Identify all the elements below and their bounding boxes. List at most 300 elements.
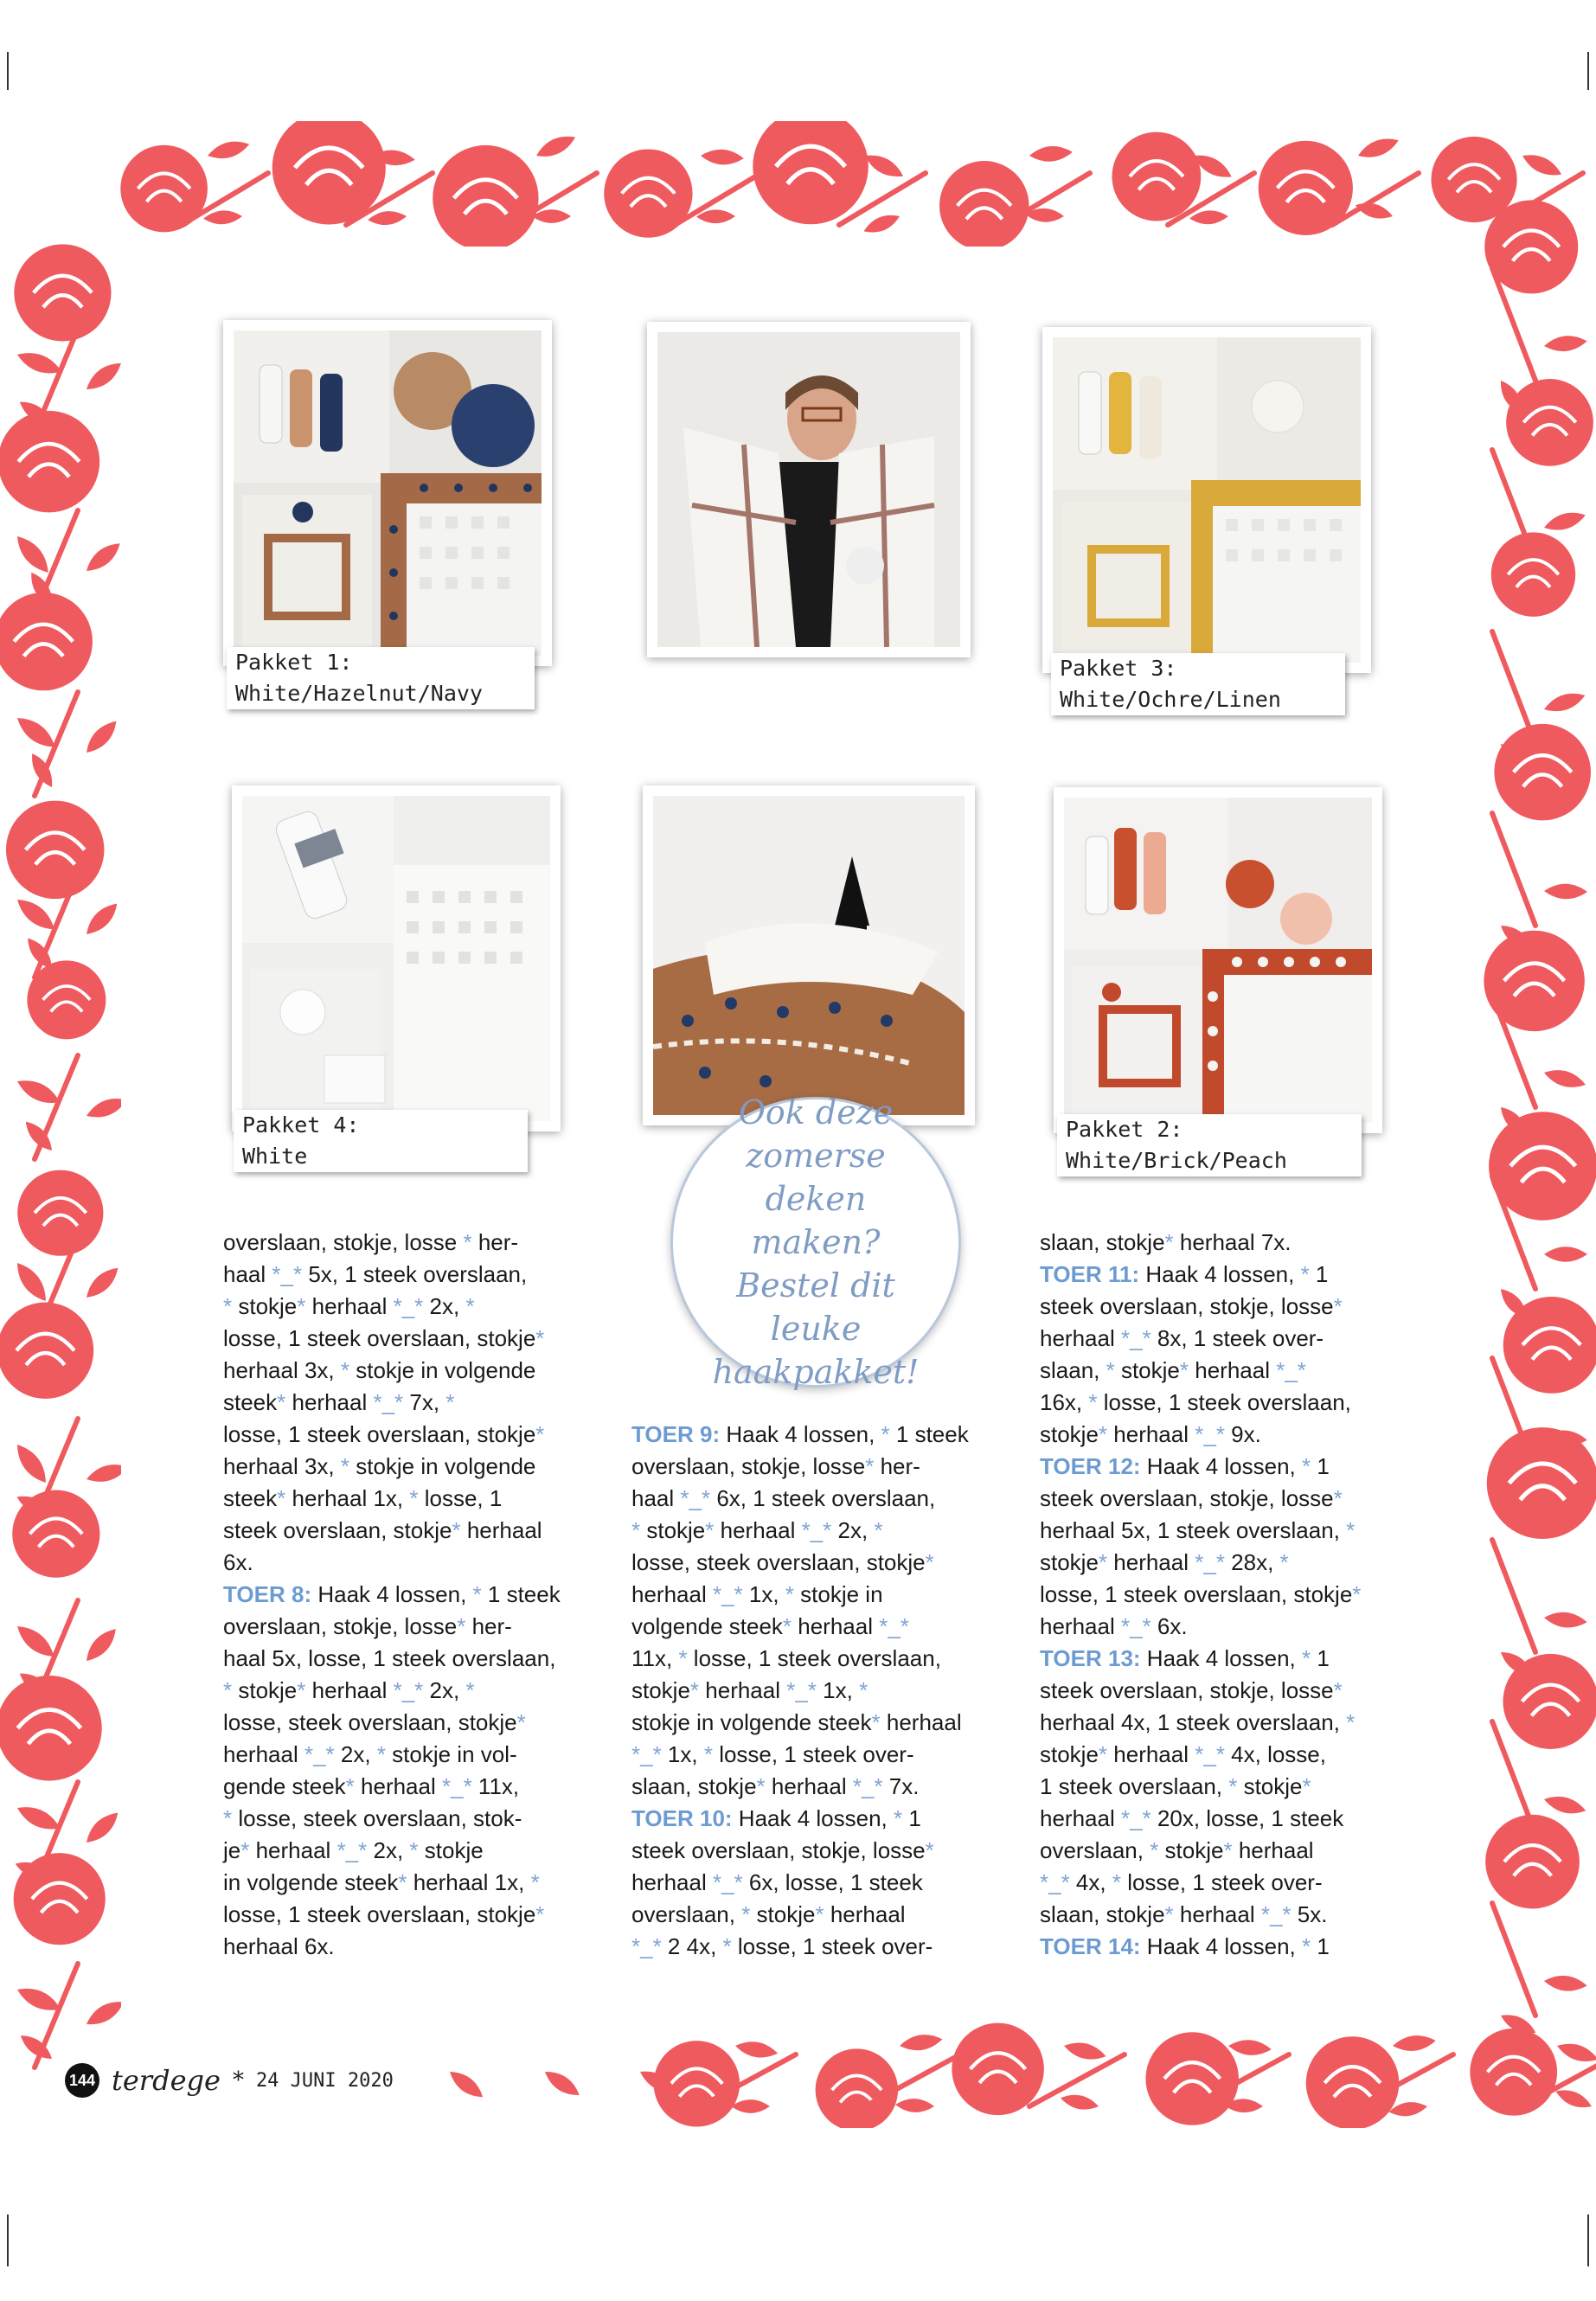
instruction-text: losse, 1 steek overslaan,	[1097, 1389, 1351, 1415]
instruction-line	[1040, 1803, 1420, 1835]
instruction-text: stokje in volgende steek	[631, 1709, 872, 1735]
instruction-text: herhaal	[1232, 1837, 1314, 1863]
repeat-marker-icon: *_*	[304, 1741, 335, 1767]
instruction-text: herhaal	[1040, 1613, 1121, 1639]
leaf-icon	[696, 209, 735, 223]
vine-stem	[35, 1055, 78, 1159]
instruction-line	[223, 1771, 604, 1803]
instruction-text: herhaal 3x,	[223, 1357, 341, 1383]
instructions-column-left	[223, 1227, 604, 1963]
instruction-line	[1040, 1867, 1420, 1899]
instruction-line	[223, 1835, 604, 1867]
repeat-marker-icon: *	[340, 1453, 349, 1479]
instruction-text: herhaal 7x.	[1173, 1229, 1292, 1255]
repeat-marker-icon: *	[756, 1773, 766, 1799]
repeat-marker-icon: *	[925, 1837, 934, 1863]
instruction-text: stokje	[232, 1677, 298, 1703]
instruction-line	[223, 1547, 604, 1579]
instruction-text: 2 4x,	[661, 1933, 723, 1959]
instruction-text: 6x.	[1151, 1613, 1188, 1639]
rose-flower-icon	[0, 411, 99, 512]
leaf-icon	[17, 1807, 61, 1829]
repeat-marker-icon: *	[340, 1357, 349, 1383]
rose-flower-icon	[6, 801, 104, 899]
repeat-marker-icon: *	[1223, 1837, 1233, 1863]
issue-date: 24 JUNI 2020	[255, 2069, 394, 2092]
pakket-4-title: Pakket 4:	[242, 1112, 360, 1138]
instruction-text: herhaal	[1189, 1357, 1277, 1383]
leaf-icon	[208, 142, 249, 158]
instruction-text: stokje	[232, 1293, 298, 1319]
instruction-text: herhaal	[305, 1677, 394, 1703]
leaf-icon	[900, 2035, 942, 2050]
instruction-text: 11x,	[471, 1773, 520, 1799]
repeat-marker-icon: *	[1088, 1389, 1098, 1415]
rose-flower-icon	[816, 2048, 898, 2128]
pakket-2-colors: White/Brick/Peach	[1066, 1148, 1287, 1173]
rose-flower-icon	[0, 1676, 102, 1781]
rose-flower-icon	[1491, 532, 1575, 616]
leaf-icon	[1029, 146, 1073, 162]
instruction-text: stokje	[1158, 1837, 1224, 1863]
instruction-text: Haak 4 lossen,	[1140, 1453, 1302, 1479]
round-heading: TOER 8:	[223, 1581, 312, 1607]
repeat-marker-icon: *	[1098, 1421, 1108, 1447]
instruction-text: losse, steek overslaan, stok-	[232, 1805, 522, 1831]
instruction-text: Haak 4 lossen,	[720, 1421, 881, 1447]
instruction-line	[1040, 1899, 1420, 1931]
repeat-marker-icon: *	[409, 1837, 419, 1863]
instruction-line	[223, 1355, 604, 1387]
instruction-text: stokje	[631, 1677, 690, 1703]
instruction-line	[223, 1931, 604, 1963]
instruction-line	[1040, 1579, 1420, 1611]
leaf-icon	[87, 543, 120, 571]
instruction-line	[631, 1803, 1012, 1835]
instructions-column-right	[1040, 1227, 1420, 1963]
instruction-text: gende steek	[223, 1773, 346, 1799]
instruction-text: 1 steek overslaan,	[1040, 1773, 1229, 1799]
instruction-text: herhaal 3x,	[223, 1453, 341, 1479]
instruction-text: overslaan,	[631, 1901, 742, 1927]
leaf-icon	[1544, 694, 1585, 711]
leaf-icon	[1061, 2095, 1099, 2110]
instruction-text: 6x, losse, 1 steek	[742, 1869, 923, 1895]
leaf-icon	[368, 211, 407, 225]
instruction-text: 28x,	[1224, 1549, 1280, 1575]
instruction-text: steek overslaan, stokje, losse	[631, 1837, 926, 1863]
instruction-line	[223, 1451, 604, 1483]
repeat-marker-icon: *	[894, 1805, 903, 1831]
instruction-line	[223, 1675, 604, 1707]
instruction-text: 1	[1311, 1933, 1330, 1959]
instruction-text: slaan, stokje	[1040, 1229, 1165, 1255]
repeat-marker-icon: *	[1302, 1933, 1311, 1959]
instruction-line	[1040, 1931, 1420, 1963]
instruction-text: Haak 4 lossen,	[1140, 1933, 1302, 1959]
rose-flower-icon	[27, 960, 106, 1039]
photo-pakket-4	[232, 785, 561, 1131]
repeat-marker-icon: *_*	[1195, 1421, 1225, 1447]
instruction-text: stokje in volgende	[349, 1453, 536, 1479]
instruction-text: steek overslaan, stokje, losse	[1040, 1677, 1334, 1703]
instruction-text: volgende steek	[631, 1613, 783, 1639]
repeat-marker-icon: *	[463, 1229, 472, 1255]
instruction-text: Haak 4 lossen,	[1140, 1645, 1302, 1671]
repeat-marker-icon: *	[223, 1805, 233, 1831]
instruction-text: her-	[874, 1453, 920, 1479]
instruction-text: losse, 1 steek over-	[712, 1741, 914, 1767]
leaf-icon	[17, 536, 48, 573]
repeat-marker-icon: *	[409, 1485, 419, 1511]
photo-pakket-3	[1042, 327, 1371, 673]
leaf-icon	[17, 1626, 54, 1657]
instruction-line	[1040, 1771, 1420, 1803]
instruction-text: herhaal	[460, 1517, 542, 1543]
repeat-marker-icon: *	[465, 1677, 475, 1703]
repeat-marker-icon: *_*	[712, 1869, 743, 1895]
instruction-line	[631, 1611, 1012, 1643]
instruction-text: haal 5x, losse, 1 steek overslaan,	[223, 1645, 556, 1671]
repeat-marker-icon: *	[457, 1613, 466, 1639]
leaf-icon	[87, 1268, 118, 1298]
repeat-marker-icon: *	[865, 1453, 875, 1479]
instruction-line	[1040, 1515, 1420, 1547]
round-heading: TOER 14:	[1040, 1933, 1141, 1959]
instruction-line	[1040, 1643, 1420, 1675]
yarn-photo-ochre-linen	[1053, 337, 1361, 663]
repeat-marker-icon: *	[705, 1517, 715, 1543]
repeat-marker-icon: *_*	[393, 1293, 424, 1319]
repeat-marker-icon: *	[815, 1901, 824, 1927]
instruction-text: 2x,	[334, 1741, 377, 1767]
instruction-text: losse, 1 steek overslaan,	[687, 1645, 941, 1671]
instruction-line	[631, 1643, 1012, 1675]
leaf-icon	[87, 904, 117, 934]
leaf-icon	[87, 2002, 124, 2024]
repeat-marker-icon: *	[859, 1677, 869, 1703]
rose-flower-icon	[1503, 1654, 1596, 1749]
repeat-marker-icon: *_*	[1195, 1549, 1225, 1575]
repeat-marker-icon: *	[1164, 1229, 1174, 1255]
leaf-icon	[1557, 2044, 1596, 2061]
leaf-icon	[701, 150, 744, 165]
repeat-marker-icon: *	[1346, 1517, 1356, 1543]
pakket-3-title: Pakket 3:	[1060, 656, 1177, 681]
instruction-line	[631, 1579, 1012, 1611]
repeat-marker-icon: *	[297, 1677, 306, 1703]
instruction-text: losse, 1 steek overslaan, stokje	[223, 1325, 536, 1351]
instruction-line	[223, 1803, 604, 1835]
repeat-marker-icon: *	[1098, 1741, 1108, 1767]
instruction-line	[223, 1739, 604, 1771]
instruction-text: 1	[1309, 1261, 1329, 1287]
instruction-text: herhaal	[223, 1741, 304, 1767]
repeat-marker-icon: *_*	[1040, 1869, 1070, 1895]
leaf-icon	[17, 900, 54, 929]
repeat-marker-icon: *_*	[712, 1581, 743, 1607]
leaf-icon	[1228, 2040, 1272, 2055]
instruction-text: stokje	[1040, 1421, 1099, 1447]
instruction-text: slaan, stokje	[631, 1773, 757, 1799]
instruction-text: stokje in	[793, 1581, 883, 1607]
pakket-1-title: Pakket 1:	[235, 650, 353, 675]
instruction-text: stokje	[1237, 1773, 1303, 1799]
instruction-line	[1040, 1675, 1420, 1707]
leaf-icon	[17, 1080, 60, 1103]
label-pakket-1	[227, 647, 535, 709]
leaf-icon	[1556, 2090, 1592, 2107]
vine-stem	[35, 1964, 78, 2067]
instruction-text: herhaal	[354, 1773, 442, 1799]
crop-mark	[1587, 52, 1589, 90]
repeat-marker-icon: *	[1098, 1549, 1108, 1575]
instruction-text: 7x,	[403, 1389, 446, 1415]
instruction-text: 7x.	[882, 1773, 920, 1799]
leaf-icon	[17, 1263, 46, 1301]
repeat-marker-icon: *	[277, 1485, 286, 1511]
leaf-icon	[17, 1989, 61, 2010]
repeat-marker-icon: *	[1150, 1837, 1159, 1863]
repeat-marker-icon: *_*	[441, 1773, 472, 1799]
leaf-icon	[536, 137, 575, 157]
order-callout-text: Ook deze zomerse deken maken? Bestel dit leuke haakpakket!	[712, 1093, 920, 1391]
repeat-marker-icon: *	[1302, 1453, 1311, 1479]
instruction-line	[631, 1451, 1012, 1483]
instruction-line	[223, 1707, 604, 1739]
repeat-marker-icon: *	[1346, 1709, 1356, 1735]
instruction-text: slaan,	[1040, 1357, 1106, 1383]
instruction-text: 16x,	[1040, 1389, 1089, 1415]
instruction-line	[631, 1675, 1012, 1707]
leaf-icon	[731, 2099, 770, 2113]
repeat-marker-icon: *	[1112, 1869, 1121, 1895]
round-heading: TOER 11:	[1040, 1261, 1140, 1287]
repeat-marker-icon: *	[465, 1293, 475, 1319]
rose-flower-icon	[14, 244, 111, 341]
instruction-text: herhaal	[285, 1389, 374, 1415]
instruction-text: 11x,	[631, 1645, 679, 1671]
instruction-text: stokje	[418, 1837, 484, 1863]
repeat-marker-icon: *_*	[631, 1933, 662, 1959]
instruction-line	[223, 1387, 604, 1419]
repeat-marker-icon: *	[871, 1709, 881, 1735]
instruction-line	[1040, 1483, 1420, 1515]
instruction-text: herhaal	[714, 1517, 802, 1543]
page-footer	[65, 2061, 394, 2099]
repeat-marker-icon: *	[398, 1869, 407, 1895]
instruction-line	[1040, 1611, 1420, 1643]
repeat-marker-icon: *	[782, 1613, 792, 1639]
instruction-text: 6x, 1 steek overslaan,	[710, 1485, 936, 1511]
leaf-icon	[865, 156, 903, 176]
repeat-marker-icon: *	[376, 1741, 386, 1767]
page-number: 144	[65, 2063, 99, 2098]
leaf-icon	[203, 210, 242, 224]
instruction-text: 1 steek	[889, 1421, 969, 1447]
leaf-icon	[1544, 884, 1587, 900]
instruction-line	[1040, 1547, 1420, 1579]
instructions-column-middle	[631, 1419, 1012, 1963]
repeat-marker-icon: *_*	[786, 1677, 817, 1703]
repeat-marker-icon: *	[240, 1837, 250, 1863]
blanket-detail-image	[653, 796, 965, 1115]
instruction-text: 1x,	[661, 1741, 704, 1767]
instruction-text: slaan, stokje	[1040, 1901, 1165, 1927]
repeat-marker-icon: *	[1352, 1581, 1362, 1607]
repeat-marker-icon: *_*	[1120, 1325, 1151, 1351]
repeat-marker-icon: *	[1228, 1773, 1238, 1799]
instruction-text: 1	[1311, 1645, 1330, 1671]
leaf-icon	[1544, 1612, 1587, 1628]
instruction-text: 2x,	[831, 1517, 875, 1543]
repeat-marker-icon: *_*	[1195, 1741, 1225, 1767]
instruction-line	[223, 1227, 604, 1259]
repeat-marker-icon: *	[678, 1645, 688, 1671]
instruction-text: Haak 4 lossen,	[732, 1805, 894, 1831]
instruction-text: 1	[902, 1805, 921, 1831]
instruction-line	[631, 1835, 1012, 1867]
leaf-icon	[864, 215, 900, 233]
instruction-text: herhaal	[631, 1869, 713, 1895]
leaf-icon	[895, 2099, 934, 2112]
repeat-marker-icon: *	[1302, 1645, 1311, 1671]
instruction-line	[631, 1547, 1012, 1579]
instruction-text: 4x, losse,	[1224, 1741, 1326, 1767]
rose-flower-icon	[1470, 2029, 1557, 2116]
instruction-line	[1040, 1227, 1420, 1259]
leaf-icon	[1544, 1797, 1586, 1813]
leaf-icon	[17, 1445, 46, 1483]
rose-flower-icon	[1145, 2032, 1239, 2125]
instruction-text: herhaal 1x,	[407, 1869, 531, 1895]
pakket-4-colors: White	[242, 1144, 308, 1169]
instruction-line	[1040, 1419, 1420, 1451]
instruction-text: steek	[223, 1485, 278, 1511]
repeat-marker-icon: *_*	[393, 1677, 424, 1703]
repeat-marker-icon: *_*	[1276, 1357, 1306, 1383]
repeat-marker-icon: *	[452, 1517, 461, 1543]
leaf-icon	[1522, 155, 1561, 175]
instruction-text: 1 steek	[481, 1581, 561, 1607]
photo-pakket-1	[223, 320, 552, 666]
instruction-line	[223, 1483, 604, 1515]
instruction-line	[223, 1643, 604, 1675]
photo-pakket-2	[1054, 787, 1382, 1133]
leaf-icon	[17, 718, 55, 747]
leaf-icon	[87, 721, 116, 753]
instruction-line	[1040, 1323, 1420, 1355]
repeat-marker-icon: *_*	[680, 1485, 711, 1511]
instruction-line	[1040, 1739, 1420, 1771]
vine-stem	[1492, 1903, 1535, 2016]
repeat-marker-icon: *	[535, 1901, 545, 1927]
repeat-marker-icon: *_*	[337, 1837, 368, 1863]
rose-flower-icon	[0, 1303, 93, 1399]
instruction-text: 4x,	[1069, 1869, 1112, 1895]
repeat-marker-icon: *_*	[1120, 1613, 1151, 1639]
instruction-text: steek overslaan, stokje	[223, 1517, 452, 1543]
instruction-text: losse, 1 steek overslaan, stokje	[223, 1421, 536, 1447]
instruction-text: 1	[1311, 1453, 1330, 1479]
instruction-text: her-	[471, 1229, 519, 1255]
repeat-marker-icon: *_*	[1260, 1901, 1292, 1927]
order-callout-circle[interactable]	[670, 1093, 961, 1391]
instruction-text: overslaan, stokje, losse	[631, 1453, 866, 1479]
round-heading: TOER 12:	[1040, 1453, 1141, 1479]
instruction-text: stokje in vol-	[385, 1741, 517, 1767]
instruction-text: stokje	[640, 1517, 706, 1543]
rose-flower-icon	[753, 121, 869, 224]
repeat-marker-icon: *	[881, 1421, 890, 1447]
repeat-marker-icon: *	[1333, 1677, 1343, 1703]
instruction-line	[223, 1323, 604, 1355]
instruction-text: steek	[223, 1389, 278, 1415]
instruction-text: herhaal	[1107, 1549, 1195, 1575]
instruction-line	[223, 1419, 604, 1451]
leaf-icon	[1388, 2102, 1427, 2116]
rose-flower-icon	[0, 593, 93, 690]
instruction-line	[223, 1515, 604, 1547]
repeat-marker-icon: *	[689, 1677, 700, 1703]
pakket-1-colors: White/Hazelnut/Navy	[235, 681, 483, 706]
vine-stem	[1492, 813, 1535, 926]
instruction-line	[1040, 1355, 1420, 1387]
round-heading: TOER 13:	[1040, 1645, 1141, 1671]
instruction-text: losse, 1 steek over-	[1120, 1869, 1323, 1895]
round-heading: TOER 10:	[631, 1805, 733, 1831]
instruction-text: herhaal	[1040, 1325, 1121, 1351]
instruction-text: herhaal	[880, 1709, 962, 1735]
instruction-text: stokje	[1040, 1741, 1099, 1767]
instruction-line	[1040, 1291, 1420, 1323]
instruction-text: 8x, 1 steek over-	[1151, 1325, 1324, 1351]
instruction-text: herhaal	[765, 1773, 853, 1799]
repeat-marker-icon: *	[703, 1741, 713, 1767]
instruction-text: overslaan, stokje, losse	[223, 1613, 458, 1639]
repeat-marker-icon: *_*	[879, 1613, 909, 1639]
instruction-text: 20x, losse, 1 steek	[1151, 1805, 1344, 1831]
instruction-text: 6x.	[223, 1549, 253, 1575]
yarn-photo-hazelnut-navy	[234, 330, 542, 656]
repeat-marker-icon: *	[1164, 1901, 1174, 1927]
instruction-text: losse, 1	[418, 1485, 503, 1511]
instruction-text: steek overslaan, stokje, losse	[1040, 1293, 1334, 1319]
instruction-text: losse, 1 steek overslaan, stokje	[223, 1901, 536, 1927]
repeat-marker-icon: *	[223, 1677, 233, 1703]
instruction-text: 1x,	[742, 1581, 785, 1607]
instruction-text: Haak 4 lossen,	[311, 1581, 473, 1607]
repeat-marker-icon: *	[1333, 1293, 1343, 1319]
rose-flower-icon	[1494, 724, 1591, 821]
instruction-line	[631, 1707, 1012, 1739]
instruction-text: herhaal 5x, 1 steek overslaan,	[1040, 1517, 1347, 1543]
instruction-line	[631, 1483, 1012, 1515]
repeat-marker-icon: *	[535, 1325, 545, 1351]
repeat-marker-icon: *	[277, 1389, 286, 1415]
instruction-text: herhaal 4x, 1 steek overslaan,	[1040, 1709, 1347, 1735]
photo-woman-blanket	[647, 322, 971, 657]
instruction-line	[223, 1579, 604, 1611]
instruction-text: stokje in volgende	[349, 1357, 536, 1383]
round-heading: TOER 9:	[631, 1421, 721, 1447]
repeat-marker-icon: *	[223, 1293, 233, 1319]
rose-flower-icon	[12, 1490, 99, 1578]
repeat-marker-icon: *_*	[373, 1389, 404, 1415]
instruction-text: stokje	[750, 1901, 816, 1927]
leaf-icon	[17, 353, 61, 373]
instruction-text: stokje	[1114, 1357, 1180, 1383]
